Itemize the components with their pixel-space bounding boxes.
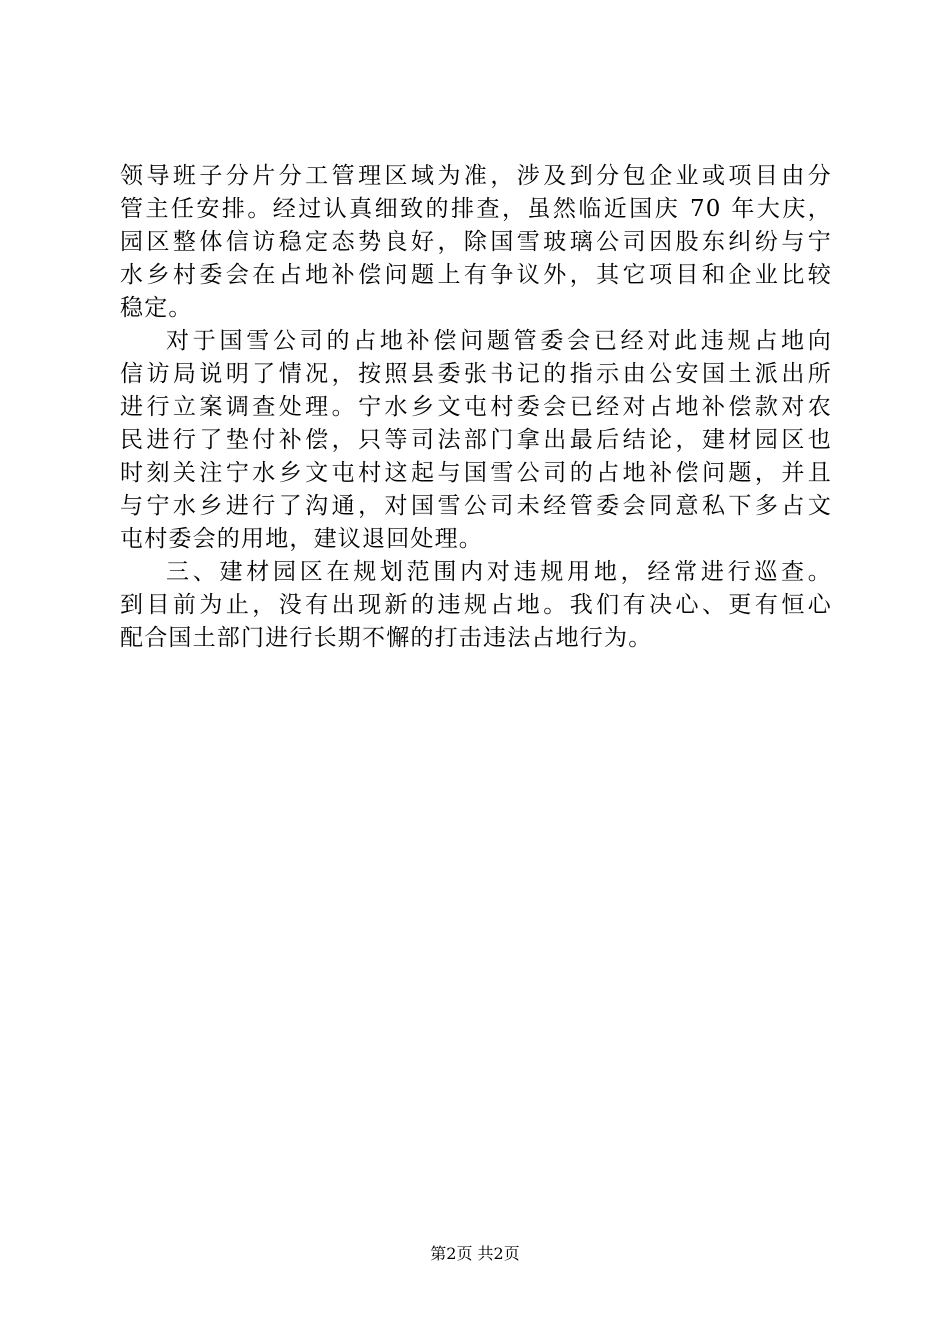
text-line: 配合国土部门进行长期不懈的打击违法占地行为。 [120,625,653,651]
text-line: 民进行了垫付补偿，只等司法部门拿出最后结论，建材园区也 [120,427,832,453]
text-line: 屯村委会的用地，建议退回处理。 [120,526,483,552]
text-line: 管主任安排。经过认真细致的排查，虽然临近国庆 70 年大庆， [120,196,832,222]
text-line: 到目前为止，没有出现新的违规占地。我们有决心、更有恒心 [120,592,832,618]
text-line: 进行立案调查处理。宁水乡文屯村委会已经对占地补偿款对农 [120,394,832,420]
body-text [120,160,832,655]
paragraph-first-line: 三、建材园区在规划范围内对违规用地，经常进行巡查。 [166,559,832,585]
text-line: 领导班子分片分工管理区域为准，涉及到分包企业或项目由分 [120,163,832,189]
text-line: 水乡村委会在占地补偿问题上有争议外，其它项目和企业比较 [120,262,832,288]
text-line: 时刻关注宁水乡文屯村这起与国雪公司的占地补偿问题，并且 [120,460,832,486]
page-number-footer: 第2页 共2页 [430,1244,520,1263]
paragraph-first-line: 对于国雪公司的占地补偿问题管委会已经对此违规占地向 [166,328,832,354]
text-line: 与宁水乡进行了沟通，对国雪公司未经管委会同意私下多占文 [120,493,832,519]
text-line: 稳定。 [120,295,193,321]
text-line: 园区整体信访稳定态势良好，除国雪玻璃公司因股东纠纷与宁 [120,229,832,255]
text-line: 信访局说明了情况，按照县委张书记的指示由公安国土派出所 [120,361,832,387]
